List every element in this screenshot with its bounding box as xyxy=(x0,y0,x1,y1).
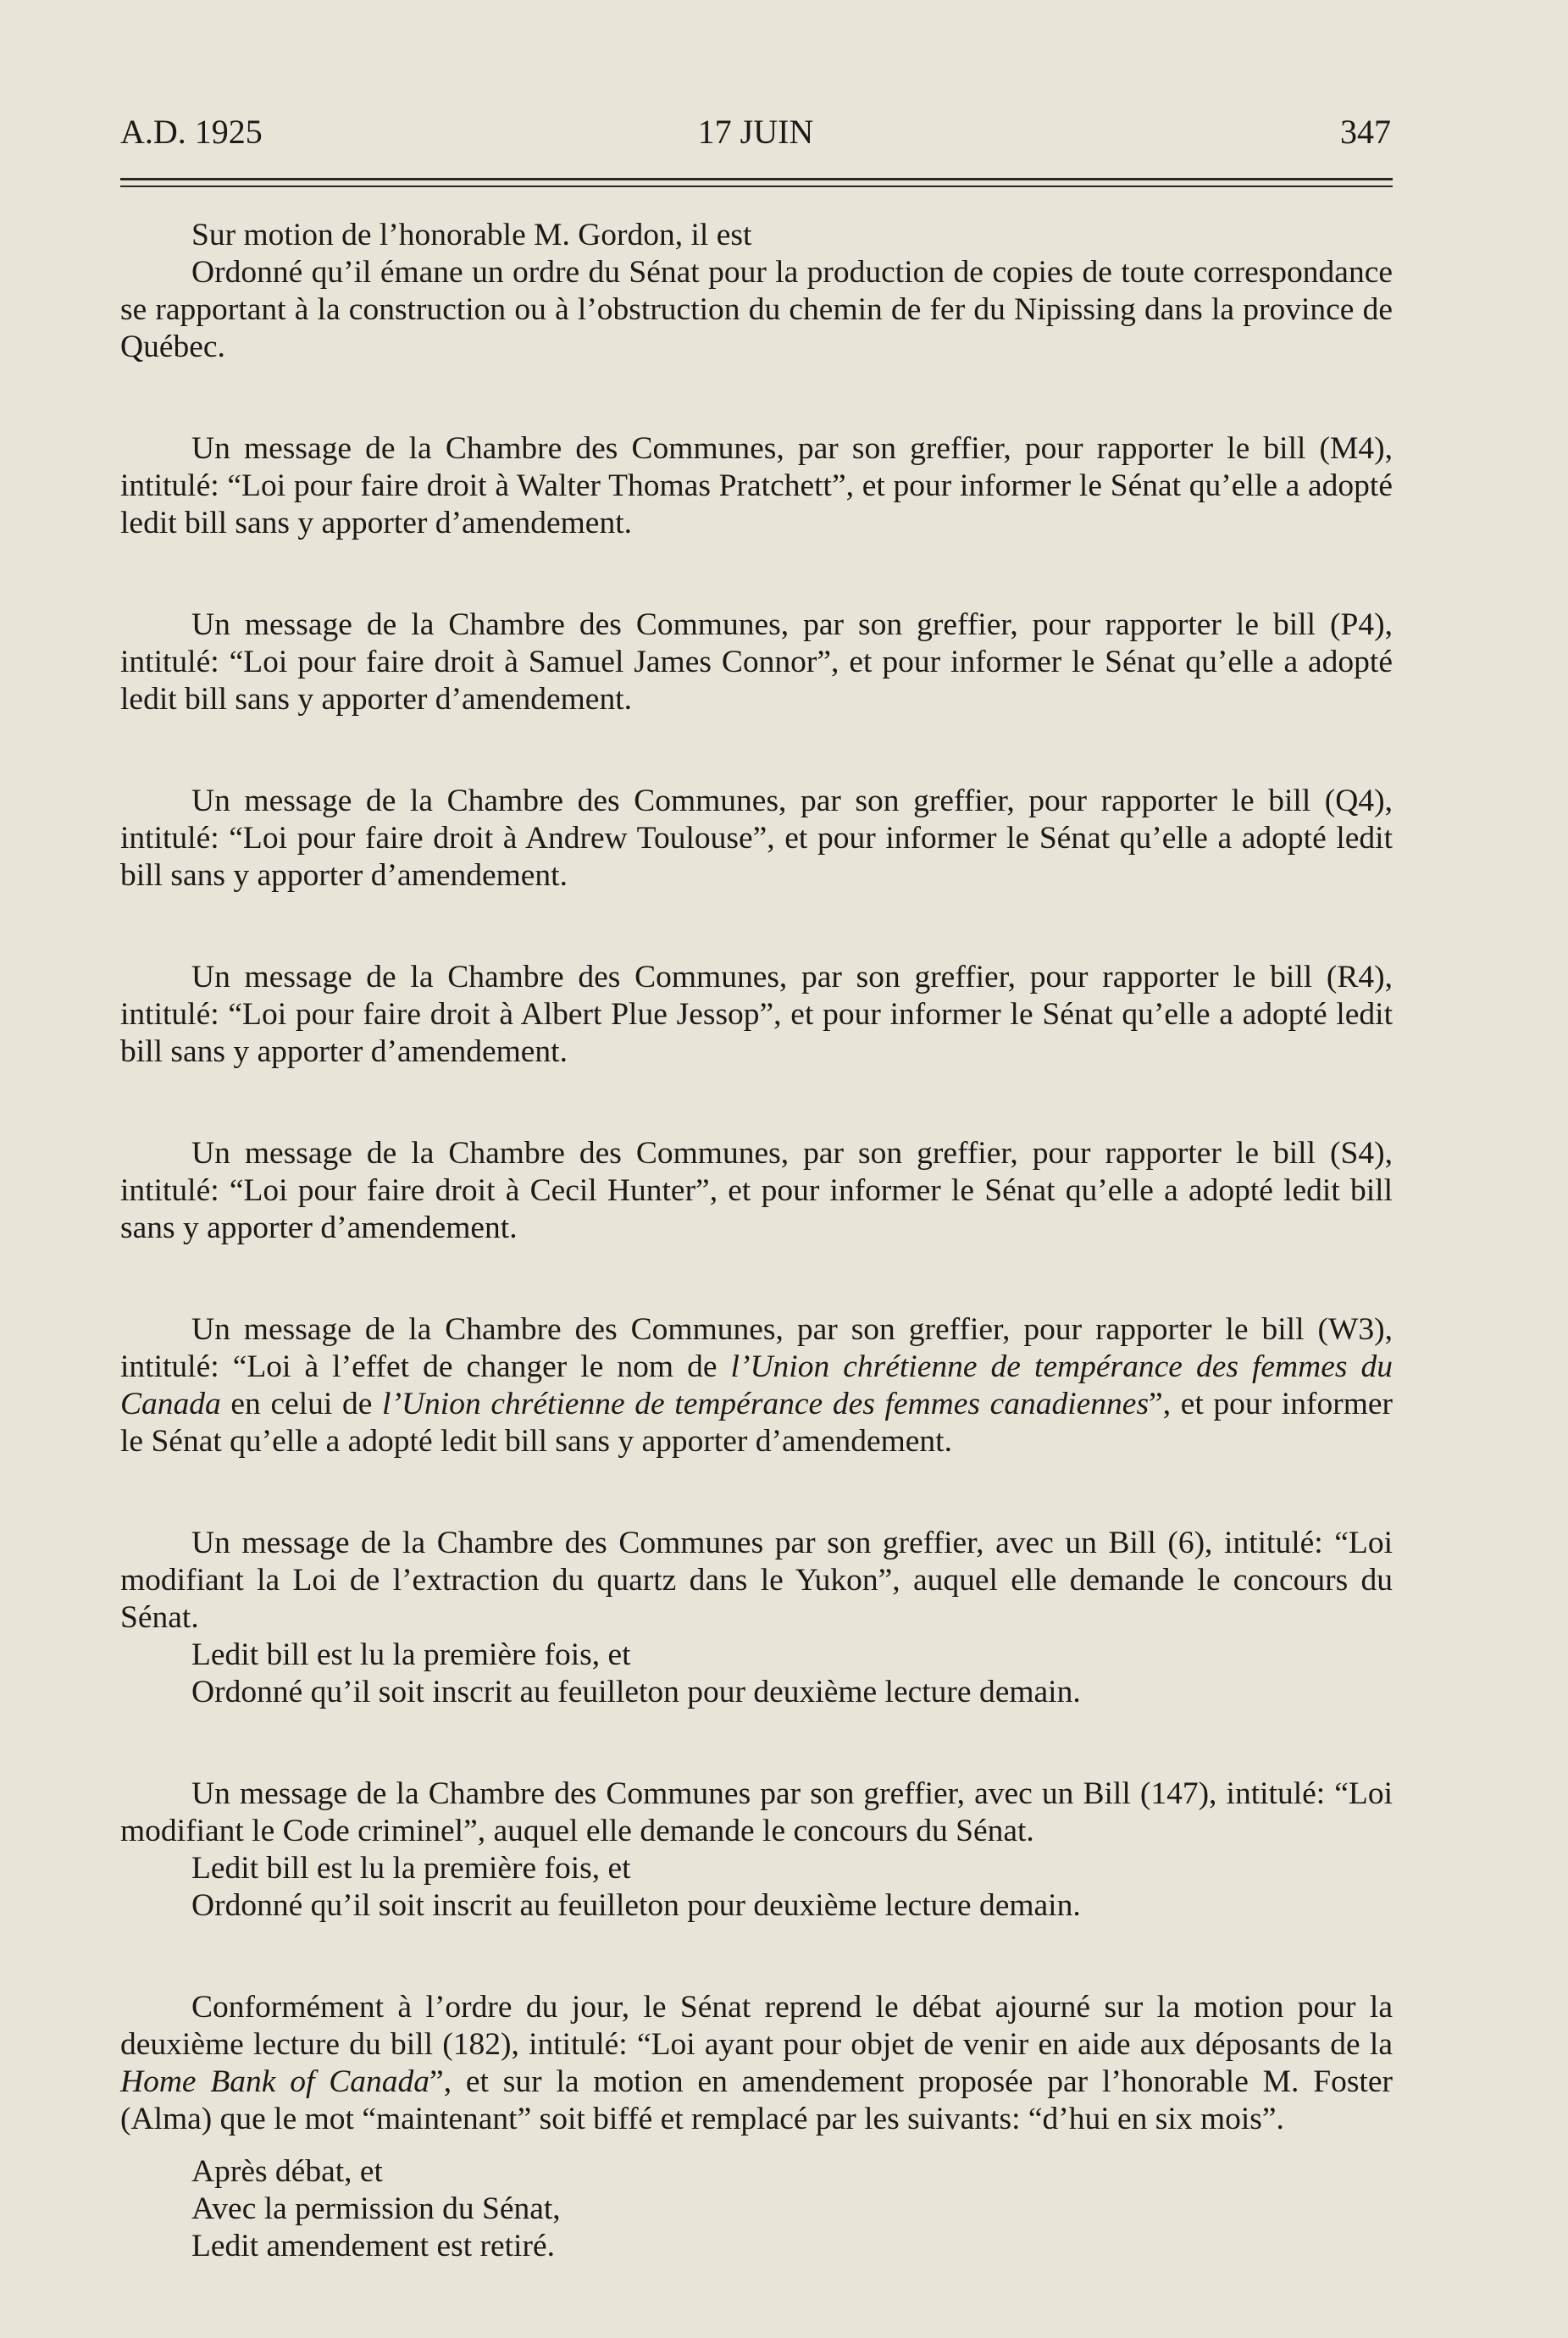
page-number: 347 xyxy=(1340,113,1391,151)
paragraph xyxy=(120,1989,1393,2138)
text-run: Un message de la Chambre des Communes, par son greffier, pour rapporter le bill (W3), intitulé: “Loi à l’effet de changer le nom de xyxy=(120,1312,1393,1384)
paragraph: Un message de la Chambre des Communes, par son greffier, pour rapporter le bill (Q4), intitulé: “Loi pour faire droit à Andrew Toulouse”, et pour informer le Sénat qu’elle a adopté ledit bill sans y apporter d’amendement. xyxy=(120,784,1393,893)
paragraph xyxy=(120,1311,1393,1460)
message-bill-6 xyxy=(120,1525,1393,1711)
text-run: en celui de xyxy=(220,1387,383,1421)
text-run: ”, et sur la motion en amendement proposée par l’honorable M. Foster (Alma) que le mot “maintenant” soit biffé et remplacé par les suivants: “d’hui en six mois”. xyxy=(120,2064,1393,2136)
message-bill-q4 xyxy=(120,783,1393,895)
text-run: ”, et pour informer le Sénat qu’elle a adopté ledit bill sans y apporter d’amendement. xyxy=(120,1387,1393,1459)
message-bill-w3 xyxy=(120,1311,1393,1460)
header-rule-top xyxy=(120,178,1393,180)
paragraph: Ordonné qu’il soit inscrit au feuilleton pour deuxième lecture demain. xyxy=(191,1675,1081,1709)
paragraph: Ordonné qu’il soit inscrit au feuilleton pour deuxième lecture demain. xyxy=(191,1888,1081,1923)
page-header xyxy=(120,112,1391,163)
paragraph: Un message de la Chambre des Communes, par son greffier, pour rapporter le bill (M4), intitulé: “Loi pour faire droit à Walter Thomas Pratchett”, et pour informer le Sénat qu’elle a adopté ledit bill sans y apporter d’amendement. xyxy=(120,431,1393,540)
header-date: 17 JUIN xyxy=(697,113,814,151)
message-bill-r4 xyxy=(120,959,1393,1071)
paragraph: Ledit bill est lu la première fois, et xyxy=(191,1637,631,1672)
paragraph: Un message de la Chambre des Communes, par son greffier, pour rapporter le bill (R4), intitulé: “Loi pour faire droit à Albert Plue Jessop”, et pour informer le Sénat qu’elle a adopté ledit bill sans y apporter d’amendement. xyxy=(120,960,1393,1069)
text-run: Conformément à l’ordre du jour, le Sénat reprend le débat ajourné sur la motion pour la deuxième lecture du bill (182), intitulé: “Loi ayant pour objet de venir en aide aux déposants de la xyxy=(120,1990,1393,2062)
message-bill-p4 xyxy=(120,607,1393,718)
paragraph: Un message de la Chambre des Communes, par son greffier, pour rapporter le bill (S4), intitulé: “Loi pour faire droit à Cecil Hunter”, et pour informer le Sénat qu’elle a adopté ledit bill sans y apporter d’amendement. xyxy=(120,1136,1393,1245)
motion-gordon-entry xyxy=(120,217,1393,366)
italic-run: l’Union chrétienne de tempérance des femmes du Canada xyxy=(120,1349,1393,1421)
header-year: A.D. 1925 xyxy=(120,113,263,151)
paragraph: Ledit amendement est retiré. xyxy=(191,2229,555,2263)
message-bill-s4 xyxy=(120,1135,1393,1247)
paragraph: Un message de la Chambre des Communes par son greffier, avec un Bill (147), intitulé: “Loi modifiant le Code criminel”, auquel elle demande le concours du Sénat. xyxy=(120,1776,1393,1848)
italic-run: l’Union chrétienne de tempérance des femmes canadiennes xyxy=(382,1387,1150,1421)
paragraph: Avec la permission du Sénat, xyxy=(191,2191,561,2226)
page-body xyxy=(120,217,1393,2265)
paragraph: Un message de la Chambre des Communes, par son greffier, pour rapporter le bill (P4), intitulé: “Loi pour faire droit à Samuel James Connor”, et pour informer le Sénat qu’elle a adopté ledit bill sans y apporter d’amendement. xyxy=(120,607,1393,717)
paragraph: Ordonné qu’il émane un ordre du Sénat pour la production de copies de toute correspondance se rapportant à la construction ou à l’obstruction du chemin de fer du Nipissing dans la province de Québec. xyxy=(120,255,1393,364)
paragraph: Après débat, et xyxy=(191,2154,383,2189)
message-bill-m4 xyxy=(120,430,1393,542)
italic-run: Home Bank of Canada xyxy=(120,2064,430,2099)
message-bill-147 xyxy=(120,1776,1393,1925)
debate-bill-182 xyxy=(120,1989,1393,2265)
paragraph: Sur motion de l’honorable M. Gordon, il est xyxy=(191,218,752,252)
paragraph: Ledit bill est lu la première fois, et xyxy=(191,1851,631,1886)
paragraph: Un message de la Chambre des Communes par son greffier, avec un Bill (6), intitulé: “Loi modifiant la Loi de l’extraction du quartz dans le Yukon”, auquel elle demande le concours du Sénat. xyxy=(120,1526,1393,1635)
header-rule-bottom xyxy=(120,186,1393,187)
